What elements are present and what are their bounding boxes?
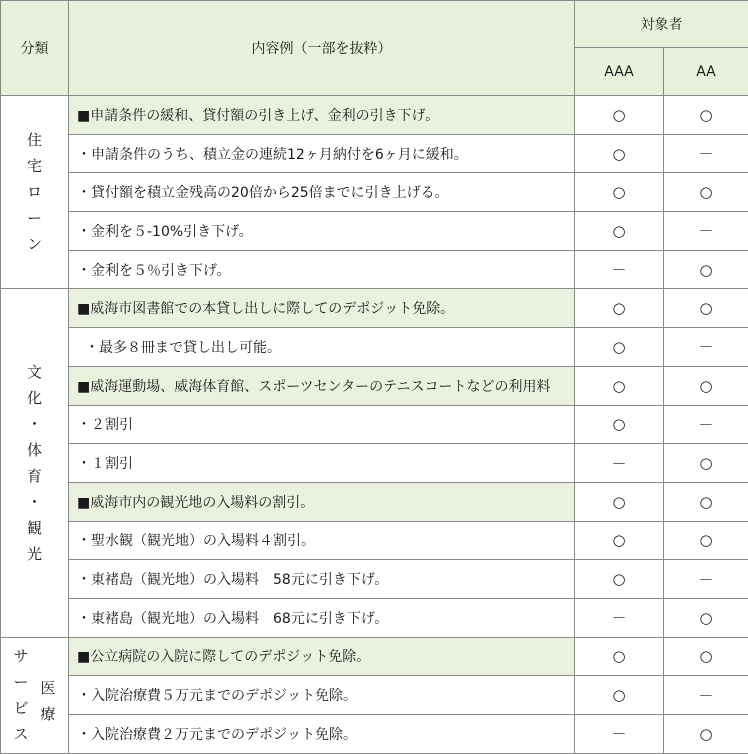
aa-mark-cell: ○ bbox=[664, 598, 748, 637]
aaa-mark-cell: ○ bbox=[575, 289, 664, 328]
aa-mark-cell: ○ bbox=[664, 96, 748, 135]
category-char: 光 bbox=[1, 541, 68, 567]
table-row bbox=[1, 598, 748, 637]
table-row bbox=[1, 676, 748, 715]
table-row bbox=[1, 134, 748, 173]
category-char: ・ bbox=[1, 411, 68, 437]
table-row bbox=[1, 405, 748, 444]
table-row bbox=[1, 328, 748, 367]
aaa-mark-cell: － bbox=[575, 444, 664, 483]
aaa-mark-cell: ○ bbox=[575, 637, 664, 676]
table-row bbox=[1, 637, 748, 676]
category-char: ビ bbox=[13, 695, 28, 721]
content-cell: ・入院治療費２万元までのデポジット免除。 bbox=[69, 715, 575, 754]
table-row bbox=[1, 173, 748, 212]
table-row bbox=[1, 96, 748, 135]
content-cell: ■公立病院の入院に際してのデポジット免除。 bbox=[69, 637, 575, 676]
aaa-mark-cell: ○ bbox=[575, 328, 664, 367]
aaa-mark-cell: ○ bbox=[575, 212, 664, 251]
category-char: 宅 bbox=[1, 153, 68, 179]
aaa-mark-cell: － bbox=[575, 715, 664, 754]
category-char: 療 bbox=[41, 701, 56, 727]
aa-mark-cell: ○ bbox=[664, 637, 748, 676]
table-row bbox=[1, 444, 748, 483]
table-row bbox=[1, 250, 748, 289]
table-row bbox=[1, 482, 748, 521]
category-char: 住 bbox=[1, 127, 68, 153]
aaa-mark-cell: ○ bbox=[575, 676, 664, 715]
table-row bbox=[1, 521, 748, 560]
header-target: 対象者 bbox=[575, 1, 748, 48]
header-aaa: AAA bbox=[575, 48, 664, 96]
content-cell: ■威海市内の観光地の入場料の割引。 bbox=[69, 482, 575, 521]
category-char: 体 bbox=[1, 437, 68, 463]
category-char: 育 bbox=[1, 463, 68, 489]
content-cell: ■威海運動場、威海体育館、スポーツセンターのテニスコートなどの利用料 bbox=[69, 366, 575, 405]
aaa-mark-cell: ○ bbox=[575, 366, 664, 405]
category-char: ー bbox=[13, 669, 28, 695]
aaa-mark-cell: － bbox=[575, 250, 664, 289]
category-char: ス bbox=[13, 721, 28, 747]
aa-mark-cell: ○ bbox=[664, 366, 748, 405]
aa-mark-cell: － bbox=[664, 405, 748, 444]
table-row bbox=[1, 715, 748, 754]
content-cell: ・聖水観（観光地）の入場料４割引。 bbox=[69, 521, 575, 560]
aa-mark-cell: ○ bbox=[664, 250, 748, 289]
aaa-mark-cell: ○ bbox=[575, 96, 664, 135]
aaa-mark-cell: ○ bbox=[575, 134, 664, 173]
aa-mark-cell: － bbox=[664, 134, 748, 173]
aaa-mark-cell: ○ bbox=[575, 173, 664, 212]
table-body bbox=[1, 96, 748, 754]
content-cell: ・１割引 bbox=[69, 444, 575, 483]
category-char: ロ bbox=[1, 179, 68, 205]
header-aa: AA bbox=[664, 48, 748, 96]
aaa-mark-cell: ○ bbox=[575, 560, 664, 599]
category-char: ン bbox=[1, 231, 68, 257]
content-cell: ・最多８冊まで貸し出し可能。 bbox=[69, 328, 575, 367]
content-cell: ■威海市図書館での本貸し出しに際してのデポジット免除。 bbox=[69, 289, 575, 328]
category-cell bbox=[1, 637, 69, 753]
category-char: 観 bbox=[1, 515, 68, 541]
aaa-mark-cell: ○ bbox=[575, 482, 664, 521]
category-cell bbox=[1, 289, 69, 637]
aa-mark-cell: ○ bbox=[664, 173, 748, 212]
aaa-mark-cell: ○ bbox=[575, 405, 664, 444]
content-cell: ・東褚島（観光地）の入場料 58元に引き下げ。 bbox=[69, 560, 575, 599]
content-cell: ・東褚島（観光地）の入場料 68元に引き下げ。 bbox=[69, 598, 575, 637]
content-cell: ・申請条件のうち、積立金の連続12ヶ月納付を6ヶ月に緩和。 bbox=[69, 134, 575, 173]
aa-mark-cell: － bbox=[664, 676, 748, 715]
category-cell bbox=[1, 96, 69, 289]
aaa-mark-cell: ○ bbox=[575, 521, 664, 560]
aa-mark-cell: － bbox=[664, 328, 748, 367]
header-category: 分類 bbox=[1, 1, 69, 96]
aa-mark-cell: － bbox=[664, 212, 748, 251]
aa-mark-cell: ○ bbox=[664, 521, 748, 560]
content-cell: ・金利を５％引き下げ。 bbox=[69, 250, 575, 289]
aa-mark-cell: ○ bbox=[664, 289, 748, 328]
table-row bbox=[1, 560, 748, 599]
content-cell: ■申請条件の緩和、貸付額の引き上げ、金利の引き下げ。 bbox=[69, 96, 575, 135]
aa-mark-cell: － bbox=[664, 560, 748, 599]
table-row bbox=[1, 212, 748, 251]
content-cell: ・貸付額を積立金残高の20倍から25倍までに引き上げる。 bbox=[69, 173, 575, 212]
aaa-mark-cell: － bbox=[575, 598, 664, 637]
table-row bbox=[1, 289, 748, 328]
category-char: 化 bbox=[1, 385, 68, 411]
category-char: ー bbox=[1, 205, 68, 231]
content-cell: ・入院治療費５万元までのデポジット免除。 bbox=[69, 676, 575, 715]
category-char: 文 bbox=[1, 359, 68, 385]
table-row bbox=[1, 366, 748, 405]
aa-mark-cell: ○ bbox=[664, 715, 748, 754]
content-cell: ・金利を５-10%引き下げ。 bbox=[69, 212, 575, 251]
category-char: ・ bbox=[1, 489, 68, 515]
content-cell: ・２割引 bbox=[69, 405, 575, 444]
aa-mark-cell: ○ bbox=[664, 444, 748, 483]
header-content: 内容例（一部を抜粋） bbox=[69, 1, 575, 96]
category-char: 医 bbox=[41, 675, 56, 701]
aa-mark-cell: ○ bbox=[664, 482, 748, 521]
category-char: サ bbox=[13, 643, 28, 669]
